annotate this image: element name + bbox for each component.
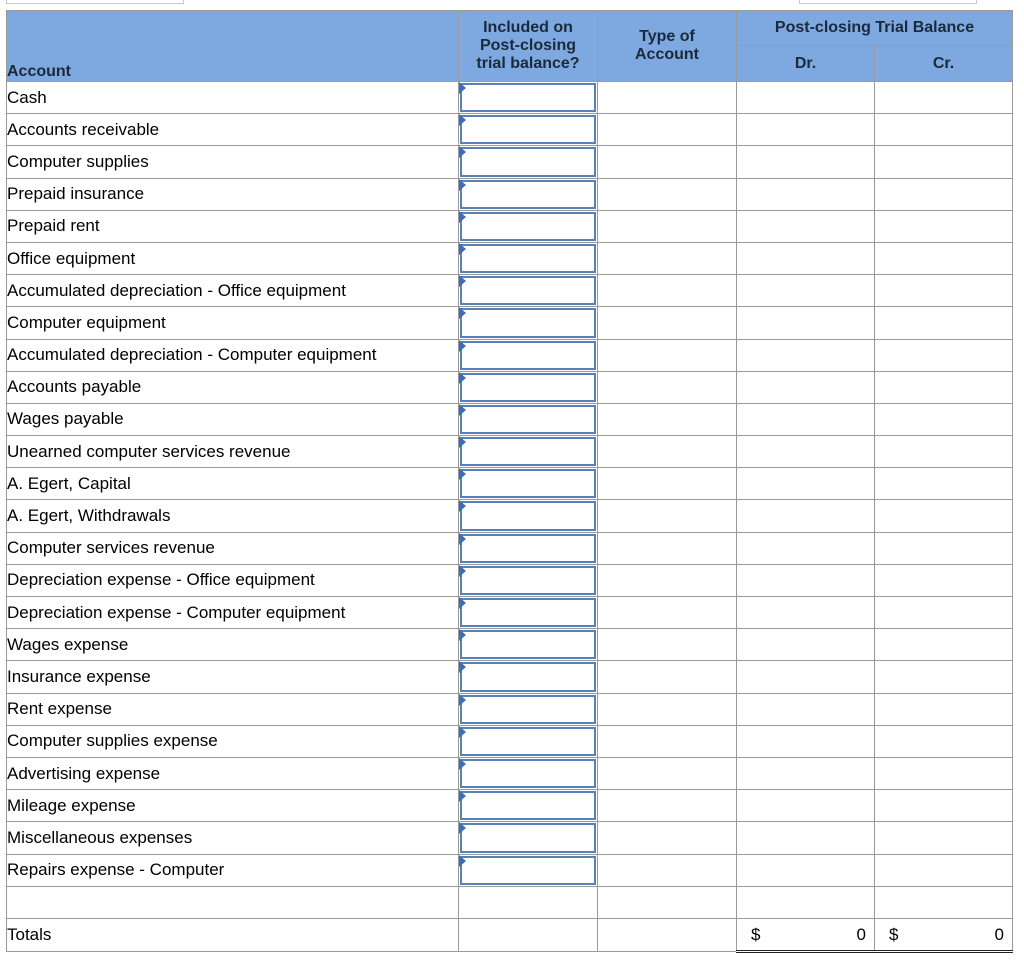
debit-cell[interactable]: [737, 661, 875, 693]
dr-currency-symbol: $: [751, 924, 761, 944]
included-dropdown-box[interactable]: [460, 823, 596, 852]
blank-cell: [737, 886, 875, 918]
table-row: [7, 532, 1013, 564]
dropdown-indicator-icon: [459, 822, 466, 834]
totals-included-cell: [459, 918, 598, 951]
dropdown-indicator-icon: [459, 468, 466, 480]
included-dropdown-box[interactable]: [460, 662, 596, 691]
dropdown-indicator-icon: [459, 114, 466, 126]
credit-cell[interactable]: [875, 757, 1013, 789]
table-row: [7, 82, 1013, 114]
account-name: Repairs expense - Computer: [7, 854, 459, 886]
type-of-account-cell[interactable]: [598, 242, 737, 274]
type-of-account-cell[interactable]: [598, 468, 737, 500]
type-of-account-cell[interactable]: [598, 146, 737, 178]
debit-cell[interactable]: [737, 146, 875, 178]
dropdown-indicator-icon: [459, 146, 466, 158]
debit-cell[interactable]: [737, 468, 875, 500]
included-dropdown[interactable]: [459, 114, 598, 146]
debit-cell[interactable]: [737, 757, 875, 789]
type-of-account-cell[interactable]: [598, 564, 737, 596]
debit-cell[interactable]: [737, 371, 875, 403]
credit-cell[interactable]: [875, 114, 1013, 146]
debit-cell[interactable]: [737, 854, 875, 886]
table-row: [7, 210, 1013, 242]
credit-cell[interactable]: [875, 597, 1013, 629]
credit-cell[interactable]: [875, 468, 1013, 500]
account-name: Mileage expense: [7, 790, 459, 822]
credit-cell[interactable]: [875, 339, 1013, 371]
account-name: Rent expense: [7, 693, 459, 725]
table-row: [7, 275, 1013, 307]
dropdown-indicator-icon: [459, 404, 466, 416]
blank-cell: [875, 886, 1013, 918]
table-row: [7, 178, 1013, 210]
account-name: Computer supplies: [7, 146, 459, 178]
credit-cell[interactable]: [875, 661, 1013, 693]
included-dropdown-box[interactable]: [460, 115, 596, 144]
account-name: Prepaid insurance: [7, 178, 459, 210]
dropdown-indicator-icon: [459, 243, 466, 255]
dropdown-indicator-icon: [459, 758, 466, 770]
included-dropdown-box[interactable]: [460, 727, 596, 756]
table-row: [7, 790, 1013, 822]
debit-cell[interactable]: [737, 307, 875, 339]
table-row: [7, 403, 1013, 435]
included-dropdown-box[interactable]: [460, 791, 596, 820]
debit-cell[interactable]: [737, 629, 875, 661]
included-dropdown-box[interactable]: [460, 308, 596, 337]
debit-cell[interactable]: [737, 82, 875, 114]
dropdown-indicator-icon: [459, 211, 466, 223]
cr-currency-symbol: $: [889, 924, 899, 944]
debit-header: Dr.: [737, 46, 875, 82]
type-of-account-cell[interactable]: [598, 178, 737, 210]
table-row: [7, 242, 1013, 274]
credit-cell[interactable]: [875, 854, 1013, 886]
total-debit-cell: [737, 918, 875, 951]
debit-cell[interactable]: [737, 725, 875, 757]
table-row: [7, 468, 1013, 500]
included-dropdown-box[interactable]: [460, 630, 596, 659]
included-dropdown-box[interactable]: [460, 566, 596, 595]
included-dropdown[interactable]: [459, 564, 598, 596]
account-name: Accumulated depreciation - Computer equipment: [7, 339, 459, 371]
post-closing-worksheet-table: [6, 10, 1013, 953]
credit-cell[interactable]: [875, 822, 1013, 854]
credit-cell[interactable]: [875, 82, 1013, 114]
debit-cell[interactable]: [737, 436, 875, 468]
type-of-account-cell[interactable]: [598, 790, 737, 822]
dropdown-indicator-icon: [459, 533, 466, 545]
type-of-account-cell[interactable]: [598, 82, 737, 114]
included-dropdown[interactable]: [459, 307, 598, 339]
table-row: [7, 661, 1013, 693]
included-dropdown-box[interactable]: [460, 437, 596, 466]
dropdown-indicator-icon: [459, 436, 466, 448]
account-name: A. Egert, Withdrawals: [7, 500, 459, 532]
debit-cell[interactable]: [737, 693, 875, 725]
table-row: [7, 822, 1013, 854]
account-name: Miscellaneous expenses: [7, 822, 459, 854]
account-header: Account: [7, 11, 459, 82]
table-row: [7, 114, 1013, 146]
table-row: [7, 146, 1013, 178]
dropdown-indicator-icon: [459, 790, 466, 802]
type-of-account-cell[interactable]: [598, 339, 737, 371]
top-control-fragment-left: [6, 0, 184, 4]
account-name: Office equipment: [7, 242, 459, 274]
dropdown-indicator-icon: [459, 629, 466, 641]
debit-cell[interactable]: [737, 275, 875, 307]
included-dropdown-box[interactable]: [460, 598, 596, 627]
included-dropdown-box[interactable]: [460, 405, 596, 434]
table-row: [7, 725, 1013, 757]
account-name: Accounts receivable: [7, 114, 459, 146]
table-row: [7, 307, 1013, 339]
included-dropdown[interactable]: [459, 178, 598, 210]
included-dropdown[interactable]: [459, 597, 598, 629]
dropdown-indicator-icon: [459, 340, 466, 352]
included-dropdown[interactable]: [459, 790, 598, 822]
credit-cell[interactable]: [875, 500, 1013, 532]
type-of-account-cell[interactable]: [598, 210, 737, 242]
blank-cell: [459, 886, 598, 918]
included-dropdown-box[interactable]: [460, 759, 596, 788]
account-name: Accumulated depreciation - Office equipment: [7, 275, 459, 307]
type-of-account-cell[interactable]: [598, 114, 737, 146]
debit-cell[interactable]: [737, 597, 875, 629]
credit-cell[interactable]: [875, 210, 1013, 242]
type-of-account-cell[interactable]: [598, 822, 737, 854]
included-dropdown[interactable]: [459, 146, 598, 178]
included-dropdown[interactable]: [459, 82, 598, 114]
dropdown-indicator-icon: [459, 372, 466, 384]
type-of-account-cell[interactable]: [598, 371, 737, 403]
account-name: Unearned computer services revenue: [7, 436, 459, 468]
blank-cell: [598, 886, 737, 918]
included-dropdown[interactable]: [459, 371, 598, 403]
credit-header: Cr.: [875, 46, 1013, 82]
account-name: Depreciation expense - Office equipment: [7, 564, 459, 596]
dropdown-indicator-icon: [459, 855, 466, 867]
credit-cell[interactable]: [875, 371, 1013, 403]
top-control-fragment-right: [799, 0, 977, 4]
type-of-account-cell[interactable]: [598, 532, 737, 564]
included-dropdown[interactable]: [459, 629, 598, 661]
dropdown-indicator-icon: [459, 565, 466, 577]
dropdown-indicator-icon: [459, 661, 466, 673]
included-dropdown-box[interactable]: [460, 276, 596, 305]
credit-cell[interactable]: [875, 564, 1013, 596]
credit-cell[interactable]: [875, 242, 1013, 274]
dropdown-indicator-icon: [459, 179, 466, 191]
type-of-account-cell[interactable]: [598, 854, 737, 886]
debit-cell[interactable]: [737, 500, 875, 532]
account-name: Wages payable: [7, 403, 459, 435]
included-dropdown[interactable]: [459, 693, 598, 725]
type-of-account-cell[interactable]: [598, 275, 737, 307]
account-name: Prepaid rent: [7, 210, 459, 242]
credit-cell[interactable]: [875, 532, 1013, 564]
included-dropdown-box[interactable]: [460, 212, 596, 241]
included-dropdown[interactable]: [459, 854, 598, 886]
debit-cell[interactable]: [737, 210, 875, 242]
type-of-account-cell[interactable]: [598, 629, 737, 661]
type-of-account-cell[interactable]: [598, 757, 737, 789]
debit-cell[interactable]: [737, 114, 875, 146]
dropdown-indicator-icon: [459, 307, 466, 319]
included-dropdown[interactable]: [459, 822, 598, 854]
included-dropdown-box[interactable]: [460, 534, 596, 563]
account-name: Advertising expense: [7, 757, 459, 789]
included-dropdown[interactable]: [459, 339, 598, 371]
account-name: Cash: [7, 82, 459, 114]
type-of-account-cell[interactable]: [598, 436, 737, 468]
blank-row: [7, 886, 1013, 918]
debit-cell[interactable]: [737, 339, 875, 371]
total-credit-value: 0: [994, 924, 1005, 944]
included-dropdown-box[interactable]: [460, 695, 596, 724]
account-name: Computer supplies expense: [7, 725, 459, 757]
type-of-account-cell[interactable]: [598, 725, 737, 757]
included-dropdown-box[interactable]: [460, 244, 596, 273]
debit-cell[interactable]: [737, 178, 875, 210]
account-name: Computer equipment: [7, 307, 459, 339]
total-debit-value: 0: [856, 924, 866, 944]
type-of-account-cell[interactable]: [598, 307, 737, 339]
table-row: [7, 436, 1013, 468]
debit-cell[interactable]: [737, 403, 875, 435]
type-of-account-cell[interactable]: [598, 693, 737, 725]
credit-cell[interactable]: [875, 725, 1013, 757]
credit-cell[interactable]: [875, 307, 1013, 339]
type-of-account-header: Type of Account: [598, 11, 737, 82]
included-header: Included on Post-closing trial balance?: [459, 11, 598, 82]
included-dropdown-box[interactable]: [460, 501, 596, 530]
type-of-account-cell[interactable]: [598, 661, 737, 693]
account-name: Insurance expense: [7, 661, 459, 693]
post-closing-trial-balance-header: Post-closing Trial Balance: [737, 11, 1013, 46]
dropdown-indicator-icon: [459, 82, 466, 94]
table-row: [7, 854, 1013, 886]
included-dropdown[interactable]: [459, 468, 598, 500]
table-row: [7, 564, 1013, 596]
included-dropdown[interactable]: [459, 725, 598, 757]
dropdown-indicator-icon: [459, 500, 466, 512]
included-dropdown[interactable]: [459, 757, 598, 789]
dropdown-indicator-icon: [459, 726, 466, 738]
included-dropdown[interactable]: [459, 436, 598, 468]
table-row: [7, 339, 1013, 371]
dropdown-indicator-icon: [459, 597, 466, 609]
included-dropdown-box[interactable]: [460, 469, 596, 498]
debit-cell[interactable]: [737, 242, 875, 274]
debit-cell[interactable]: [737, 564, 875, 596]
included-dropdown-box[interactable]: [460, 341, 596, 370]
type-of-account-cell[interactable]: [598, 500, 737, 532]
included-dropdown[interactable]: [459, 532, 598, 564]
type-of-account-cell[interactable]: [598, 597, 737, 629]
credit-cell[interactable]: [875, 693, 1013, 725]
credit-cell[interactable]: [875, 790, 1013, 822]
table-row: [7, 371, 1013, 403]
total-credit-cell: [875, 918, 1013, 951]
included-dropdown-box[interactable]: [460, 83, 596, 112]
included-dropdown[interactable]: [459, 210, 598, 242]
totals-label: Totals: [7, 918, 459, 951]
table-row: [7, 500, 1013, 532]
debit-cell[interactable]: [737, 532, 875, 564]
debit-cell[interactable]: [737, 822, 875, 854]
credit-cell[interactable]: [875, 436, 1013, 468]
included-dropdown-box[interactable]: [460, 180, 596, 209]
account-name: A. Egert, Capital: [7, 468, 459, 500]
included-dropdown-box[interactable]: [460, 373, 596, 402]
credit-cell[interactable]: [875, 629, 1013, 661]
included-dropdown[interactable]: [459, 661, 598, 693]
type-of-account-cell[interactable]: [598, 403, 737, 435]
table-row: [7, 597, 1013, 629]
included-dropdown[interactable]: [459, 242, 598, 274]
dropdown-indicator-icon: [459, 694, 466, 706]
totals-row: [7, 918, 1013, 951]
dropdown-indicator-icon: [459, 275, 466, 287]
table-row: [7, 757, 1013, 789]
included-dropdown[interactable]: [459, 275, 598, 307]
blank-cell: [7, 886, 459, 918]
included-dropdown-box[interactable]: [460, 856, 596, 885]
credit-cell[interactable]: [875, 403, 1013, 435]
credit-cell[interactable]: [875, 146, 1013, 178]
credit-cell[interactable]: [875, 178, 1013, 210]
included-dropdown[interactable]: [459, 500, 598, 532]
totals-type-cell: [598, 918, 737, 951]
account-name: Computer services revenue: [7, 532, 459, 564]
account-name: Wages expense: [7, 629, 459, 661]
included-dropdown-box[interactable]: [460, 147, 596, 176]
credit-cell[interactable]: [875, 275, 1013, 307]
account-name: Depreciation expense - Computer equipment: [7, 597, 459, 629]
debit-cell[interactable]: [737, 790, 875, 822]
table-row: [7, 693, 1013, 725]
table-row: [7, 629, 1013, 661]
account-name: Accounts payable: [7, 371, 459, 403]
included-dropdown[interactable]: [459, 403, 598, 435]
